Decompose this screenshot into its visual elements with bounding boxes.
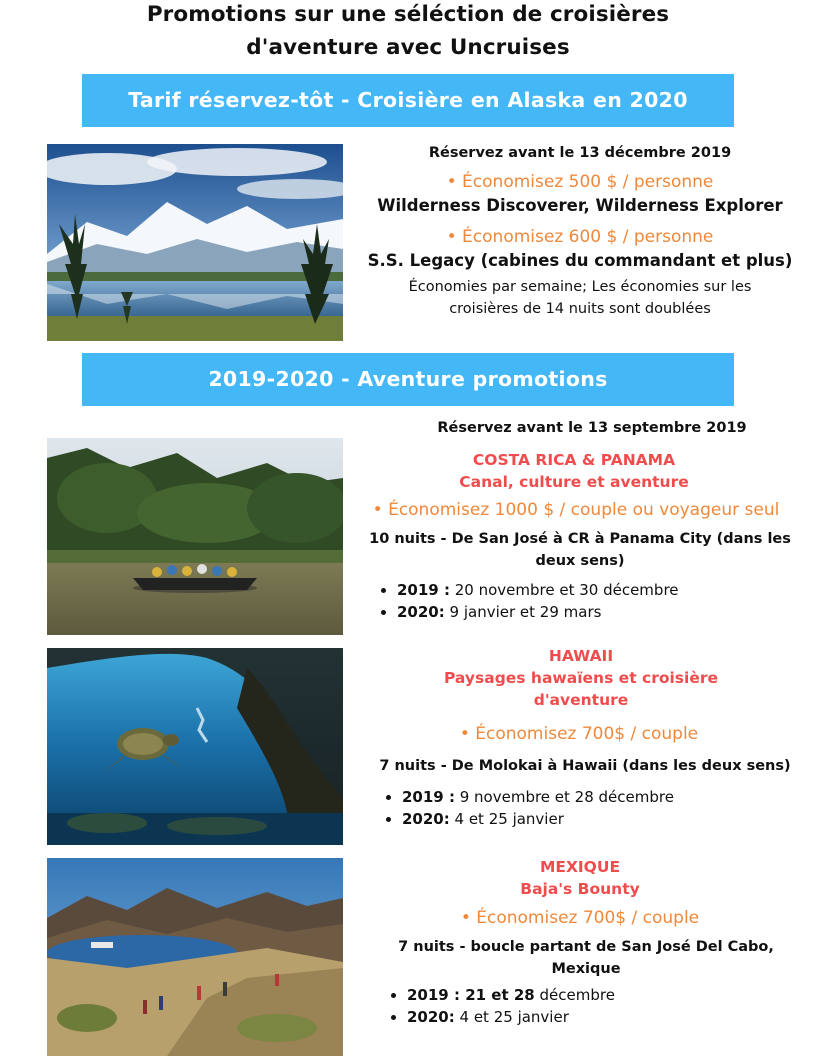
mexico-destination: MEXIQUE	[539, 858, 621, 876]
alaska-note-line-2: croisières de 14 nuits sont doublées	[449, 301, 711, 317]
mexico-baja-hikers-photo	[47, 858, 343, 1056]
mexico-title	[360, 856, 800, 900]
hawaii-title	[354, 645, 808, 711]
alaska-note-line-1: Économies par semaine; Les économies sur les	[408, 279, 752, 295]
alaska-saving-1: • Économisez 500 $ / personne	[446, 172, 714, 192]
page-title	[0, 0, 816, 64]
costa-rica-river-boat-photo	[47, 438, 343, 635]
alaska-mountain-lake-photo	[47, 144, 343, 341]
mexico-subtitle: Baja's Bounty	[520, 880, 640, 898]
mexico-dates	[385, 984, 615, 1028]
list-item: • 2020: 9 janvier et 29 mars	[397, 601, 679, 623]
alaska-ships-2: S.S. Legacy (cabines du commandant et plus)	[367, 251, 793, 270]
page-title-line-1: Promotions sur une séléction de croisières	[146, 2, 670, 27]
list-item: • 2019 : 20 novembre et 30 décembre	[397, 579, 679, 601]
costa-rica-title	[354, 449, 794, 493]
adventure-booking-deadline: Réservez avant le 13 septembre 2019	[437, 420, 747, 436]
costa-rica-destination: COSTA RICA & PANAMA	[472, 451, 676, 469]
list-item: • 2020: 4 et 25 janvier	[407, 1006, 615, 1028]
mexico-saving: • Économisez 700$ / couple	[460, 908, 700, 928]
hawaii-sea-turtle-photo	[47, 648, 343, 845]
costa-rica-subtitle: Canal, culture et aventure	[459, 473, 689, 491]
costa-rica-itinerary-line-1: 10 nuits - De San José à CR à Panama City (dans les	[369, 531, 791, 547]
costa-rica-itinerary	[360, 528, 800, 572]
alaska-ships-1: Wilderness Discoverer, Wilderness Explorer	[377, 196, 783, 215]
list-item: • 2020: 4 et 25 janvier	[402, 808, 674, 830]
alaska-savings-note	[350, 276, 810, 320]
alaska-booking-deadline: Réservez avant le 13 décembre 2019	[428, 145, 732, 161]
hawaii-destination: HAWAII	[548, 647, 614, 665]
list-item: • 2019 : 9 novembre et 28 décembre	[402, 786, 674, 808]
costa-rica-itinerary-line-2: deux sens)	[535, 553, 625, 569]
mexico-itinerary	[356, 936, 816, 980]
hawaii-saving: • Économisez 700$ / couple	[459, 724, 699, 744]
page-title-line-2: d'aventure avec Uncruises	[246, 35, 570, 60]
adventure-promo-banner: 2019-2020 - Aventure promotions	[82, 353, 734, 406]
list-item: • 2019 : 21 et 28 décembre	[407, 984, 615, 1006]
hawaii-subtitle-line-1: Paysages hawaïens et croisière	[443, 669, 719, 687]
alaska-promo-banner: Tarif réservez-tôt - Croisière en Alaska en 2020	[82, 74, 734, 127]
hawaii-dates	[380, 786, 674, 830]
mexico-itinerary-line-2: Mexique	[551, 961, 621, 977]
costa-rica-saving: • Économisez 1000 $ / couple ou voyageur seul	[372, 500, 780, 520]
alaska-saving-2: • Économisez 600 $ / personne	[446, 227, 714, 247]
hawaii-subtitle-line-2: d'aventure	[533, 691, 629, 709]
costa-rica-dates	[375, 579, 679, 623]
hawaii-itinerary: 7 nuits - De Molokai à Hawaii (dans les deux sens)	[379, 758, 791, 774]
mexico-itinerary-line-1: 7 nuits - boucle partant de San José Del Cabo,	[398, 939, 774, 955]
